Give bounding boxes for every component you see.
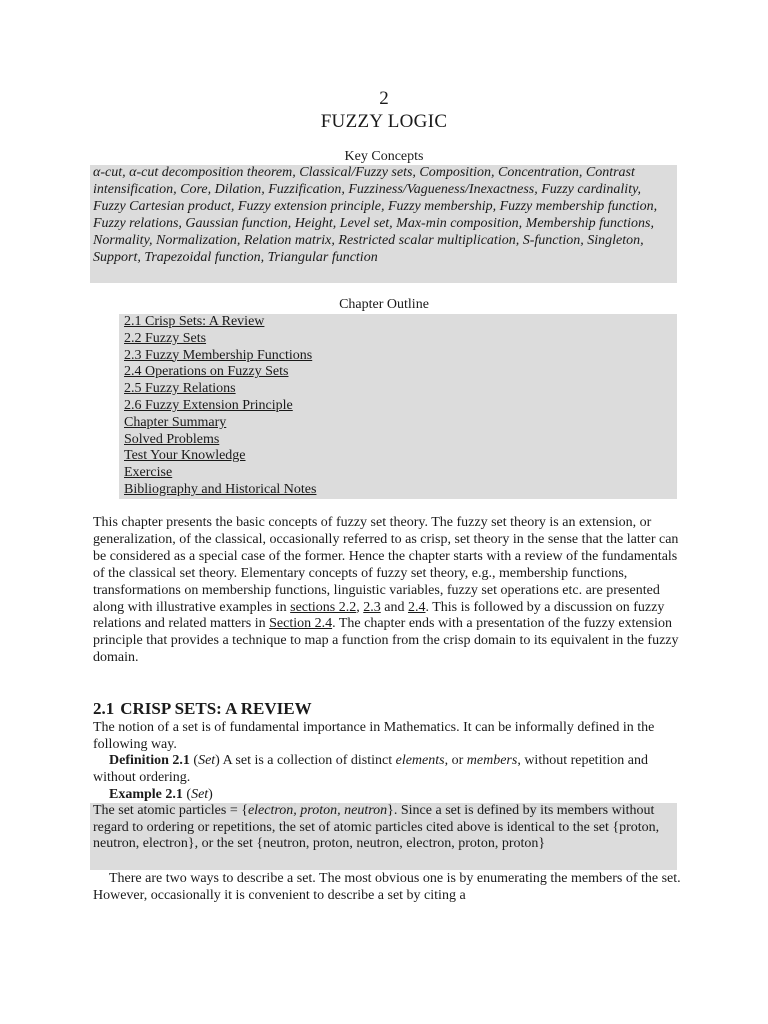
outline-link-fuzzy-sets[interactable]: 2.2 Fuzzy Sets	[124, 330, 207, 346]
intro-sep-2: and	[380, 599, 408, 615]
notion-paragraph: The notion of a set is of fundamental importance in Mathematics. It can be informally defined in the following way.	[93, 720, 655, 752]
section-title: CRISP SETS: A REVIEW	[120, 699, 312, 718]
outline-link-test-knowledge[interactable]: Test Your Knowledge	[124, 448, 246, 464]
outline-link-chapter-summary[interactable]: Chapter Summary	[124, 414, 227, 430]
example-text-2: }. Since a set is defined by its members without regard to ordering or repetitions, the set of atomic particles cited above is identical to the set {proton, neutron, electron}, or the set {neutron, proton, neutron, electron, proton, proton}	[93, 803, 660, 852]
link-sections-2-2[interactable]: sections 2.2	[290, 599, 357, 615]
definition-paragraph	[93, 753, 681, 787]
outline-link-solved-problems[interactable]: Solved Problems	[124, 431, 220, 447]
intro-paragraph	[93, 515, 681, 667]
definition-term: Set	[198, 753, 216, 768]
key-concepts-box	[90, 165, 677, 283]
definition-text-1: A set is a collection of distinct	[219, 753, 396, 768]
outline-link-operations[interactable]: 2.4 Operations on Fuzzy Sets	[124, 364, 289, 380]
definition-close: )	[215, 753, 220, 768]
example-em-particles: electron, proton, neutron	[247, 803, 388, 818]
describe-set-paragraph: There are two ways to describe a set. The most obvious one is by enumerating the members of the set. However, occasionally it is convenient to describe a set by citing a	[93, 871, 681, 903]
example-open: (	[182, 787, 192, 802]
definition-label: Definition 2.1	[109, 753, 190, 768]
example-box	[90, 803, 677, 870]
outline-link-exercise[interactable]: Exercise	[124, 465, 173, 481]
intro-text-2: . This is followed by a discussion on fuzzy relations and related matters in	[93, 599, 665, 632]
intro-text-3: . The chapter ends with a presentation of the fuzzy extension principle that provides a technique to map a function from the crisp domain to its equivalent in the fuzzy domain.	[93, 616, 679, 666]
definition-text-2: , or	[444, 753, 467, 768]
key-concepts-text: α-cut, α-cut decomposition theorem, Classical/Fuzzy sets, Composition, Concentration, Contrast intensification, Core, Dilation, Fuzzification, Fuzziness/Vagueness/Inexactness, Fuzzy cardinality, Fuzzy Cartesian product, Fuzzy extension principle, Fuzzy membership, Fuzzy membership function, Fuzzy relations, Gaussian function, Height, Level set, Max-min composition, Membership functions, Normality, Normalization, Relation matrix, Restricted scalar multiplication, S-function, Singleton, Support, Trapezoidal function, Triangular function	[93, 165, 658, 265]
definition-open: (	[189, 753, 199, 768]
section-number: 2.1	[93, 699, 115, 718]
intro-text-1: This chapter presents the basic concepts of fuzzy set theory. The fuzzy set theory is an extension, or generalization, of the classical, occasionally referred to as crisp, set theory in the sense that the latter can be considered as a special case of the former. Hence the chapter starts with a review of the fundamentals of the classical set theory. Elementary concepts of fuzzy set theory, e.g., membership functions, transformations on membership functions, linguistic variables, fuzzy set operations etc. are presented along with illustrative examples in	[93, 515, 679, 615]
example-heading	[109, 787, 213, 803]
definition-text-3: , without repetition and without ordering.	[93, 753, 648, 785]
chapter-title: FUZZY LOGIC	[320, 111, 448, 132]
intro-sep-1: ,	[356, 599, 364, 615]
example-close: )	[208, 787, 213, 802]
outline-link-fuzzy-relations[interactable]: 2.5 Fuzzy Relations	[124, 381, 236, 397]
key-concepts-heading: Key Concepts	[344, 149, 424, 164]
link-2-3[interactable]: 2.3	[363, 599, 381, 615]
outline-link-bibliography[interactable]: Bibliography and Historical Notes	[124, 481, 317, 497]
chapter-outline-heading: Chapter Outline	[339, 297, 429, 312]
definition-em-elements: elements	[395, 753, 445, 768]
chapter-outline-box	[119, 314, 677, 499]
chapter-number: 2	[379, 88, 389, 109]
example-text-1: The set atomic particles = {	[93, 803, 248, 818]
section-heading	[93, 699, 318, 719]
link-2-4[interactable]: 2.4	[407, 599, 426, 615]
outline-link-extension-principle[interactable]: 2.6 Fuzzy Extension Principle	[124, 397, 293, 413]
definition-em-members: members	[466, 753, 518, 768]
example-term: Set	[191, 787, 209, 802]
link-section-2-4[interactable]: Section 2.4	[269, 616, 333, 632]
outline-link-crisp-sets[interactable]: 2.1 Crisp Sets: A Review	[124, 314, 265, 329]
example-label: Example 2.1	[109, 787, 183, 802]
outline-link-membership-functions[interactable]: 2.3 Fuzzy Membership Functions	[124, 347, 313, 363]
